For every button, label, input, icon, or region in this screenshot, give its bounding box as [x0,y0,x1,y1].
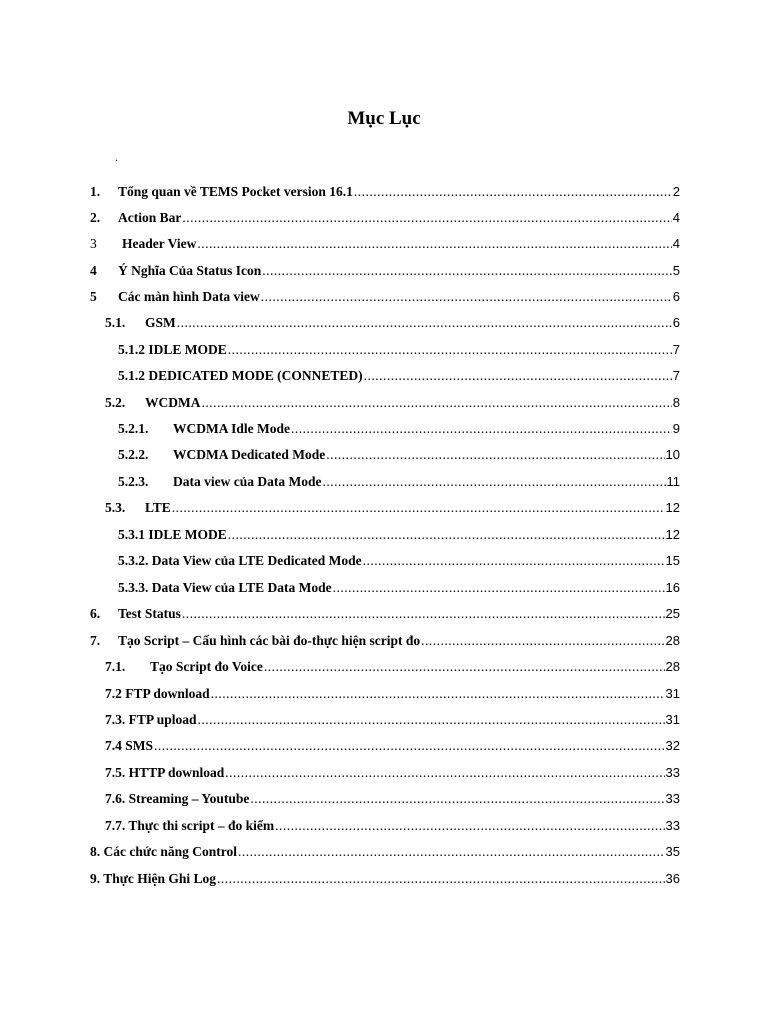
toc-entry-page: 4 [672,236,680,251]
toc-entry-title: 7.2 FTP download [105,686,210,701]
toc-entry-page: 10 [665,447,680,462]
toc-entry-number: 3 [90,236,97,251]
toc-entry-page: 2 [672,184,680,199]
toc-entry-title: Tổng quan về TEMS Pocket version 16.1 [118,184,353,199]
toc-entry-number: 5.1. [105,315,126,330]
toc-entry[interactable] [90,632,680,650]
toc-entry-title: Header View [122,236,197,251]
toc-entry-leader [182,209,671,227]
toc-entry-number: 5.3. [105,500,126,515]
toc-entry[interactable] [105,394,680,412]
toc-entry[interactable] [105,499,680,517]
toc-entry-leader [326,446,664,464]
toc-entry-number: 7. [90,633,101,648]
toc-entry[interactable] [90,843,680,861]
toc-entry-page: 4 [672,210,680,225]
toc-entry-title: WCDMA [145,395,201,410]
toc-entry[interactable] [105,314,680,332]
toc-entry-number: 4 [90,263,97,278]
toc-entry-leader [364,367,672,385]
toc-entry-page: 11 [666,474,680,489]
toc-entry[interactable] [118,579,680,597]
toc-entry-number: 7.1. [105,659,126,674]
toc-entry[interactable] [105,711,680,729]
toc-entry-title: 9. Thực Hiện Ghi Log [90,871,217,886]
toc-entry-number: 5.2.3. [118,474,149,489]
toc-entry-leader [225,764,664,782]
toc-entry-leader [333,579,665,597]
toc-entry-number: 5.2.1. [118,421,149,436]
toc-entry-leader [177,314,672,332]
toc-entry-page: 5 [672,263,680,278]
toc-entry-title: Test Status [118,606,181,621]
toc-entry-page: 33 [665,765,680,780]
toc-entry-leader [262,262,671,280]
toc-entry-number: 5 [90,289,97,304]
toc-entry[interactable] [118,446,680,464]
toc-entry-page: 25 [665,606,680,621]
toc-entry-page: 31 [665,686,680,701]
toc-entry-title: WCDMA Idle Mode [173,421,290,436]
toc-entry-number: 2. [90,210,101,225]
toc-entry-page: 12 [665,500,680,515]
toc-entry-title: GSM [145,315,176,330]
toc-entry-page: 28 [665,659,680,674]
toc-entry-title: 5.3.3. Data View của LTE Data Mode [118,580,332,595]
toc-entry-title: Các màn hình Data view [118,289,260,304]
stray-dot: . [115,150,118,164]
toc-entry[interactable] [105,764,680,782]
toc-entry[interactable] [118,526,680,544]
toc-entry-number: 5.2.2. [118,447,149,462]
toc-entry-page: 33 [665,818,680,833]
toc-entry[interactable] [118,367,680,385]
page-title: Mục Lục [347,108,421,129]
toc-entry-leader [264,658,665,676]
toc-entry-page: 15 [665,553,680,568]
toc-entry-page: 33 [665,791,680,806]
toc-entry-page: 7 [672,368,680,383]
toc-entry-title: LTE [145,500,171,515]
toc-entry-title: Data view của Data Mode [173,474,322,489]
toc-entry[interactable] [118,552,680,570]
toc-entry-leader [228,526,665,544]
toc-entry-title: Tạo Script – Cấu hình các bài đo-thực hiện script đo [118,633,421,648]
toc-entry[interactable] [118,341,680,359]
toc-entry[interactable] [105,817,680,835]
toc-entry-page: 9 [672,421,680,436]
toc-entry-leader [172,499,665,517]
toc-entry[interactable] [105,790,680,808]
toc-entry-page: 32 [665,738,680,753]
toc-entry-leader [182,605,665,623]
toc-entry-leader [291,420,672,438]
toc-entry-title: 5.3.2. Data View của LTE Dedicated Mode [118,553,362,568]
toc-entry-leader [421,632,664,650]
toc-entry-leader [217,870,665,888]
toc-entry-page: 7 [672,342,680,357]
toc-entry-title: 7.7. Thực thi script – đo kiểm [105,818,275,833]
toc-entry-leader [202,394,672,412]
toc-entry-title: WCDMA Dedicated Mode [173,447,326,462]
toc-entry-number: 5.2. [105,395,126,410]
toc-entry-page: 31 [665,712,680,727]
toc-entry-leader [238,843,665,861]
toc-entry[interactable] [90,209,680,227]
toc-entry-leader [275,817,664,835]
toc-entry-leader [250,790,664,808]
toc-entry-page: 12 [665,527,680,542]
toc-entry-leader [198,711,665,729]
toc-entry[interactable] [90,870,680,888]
toc-entry-title: Tạo Script đo Voice [150,659,263,674]
toc-entry-page: 8 [672,395,680,410]
toc-entry-title: Ý Nghĩa Của Status Icon [118,263,262,278]
toc-entry-page: 35 [665,844,680,859]
toc-entry-title: 7.5. HTTP download [105,765,225,780]
toc-entry-page: 6 [672,289,680,304]
toc-entry-page: 28 [665,633,680,648]
toc-entry-title: 5.1.2 IDLE MODE [118,342,227,357]
toc-entry-title: Action Bar [118,210,182,225]
toc-entry-leader [354,183,672,201]
toc-entry-page: 6 [672,315,680,330]
toc-entry-title: 5.1.2 DEDICATED MODE (CONNETED) [118,368,363,383]
toc-entry-title: 7.4 SMS [105,738,154,753]
toc-entry[interactable] [90,605,680,623]
toc-entry[interactable] [90,288,680,306]
toc-entry[interactable] [105,658,680,676]
toc-entry-leader [228,341,672,359]
toc-entry-page: 36 [665,871,680,886]
toc-entry-title: 7.6. Streaming – Youtube [105,791,250,806]
toc-entry[interactable] [90,235,680,253]
toc-entry-leader [211,685,665,703]
toc-entry-number: 6. [90,606,101,621]
toc-entry-leader [154,737,665,755]
toc-entry-number: 1. [90,184,101,199]
toc-entry[interactable] [105,685,680,703]
toc-entry-title: 8. Các chức năng Control [90,844,237,859]
toc-entry-leader [197,235,671,253]
toc-entry[interactable] [118,473,680,491]
toc-entry[interactable] [90,262,680,280]
toc-entry-page: 16 [665,580,680,595]
toc-entry[interactable] [118,420,680,438]
toc-entry-title: 5.3.1 IDLE MODE [118,527,227,542]
toc-entry-leader [322,473,665,491]
toc-entry[interactable] [90,183,680,201]
toc-entry[interactable] [105,737,680,755]
toc-entry-title: 7.3. FTP upload [105,712,197,727]
toc-entry-leader [261,288,672,306]
toc-entry-leader [363,552,665,570]
